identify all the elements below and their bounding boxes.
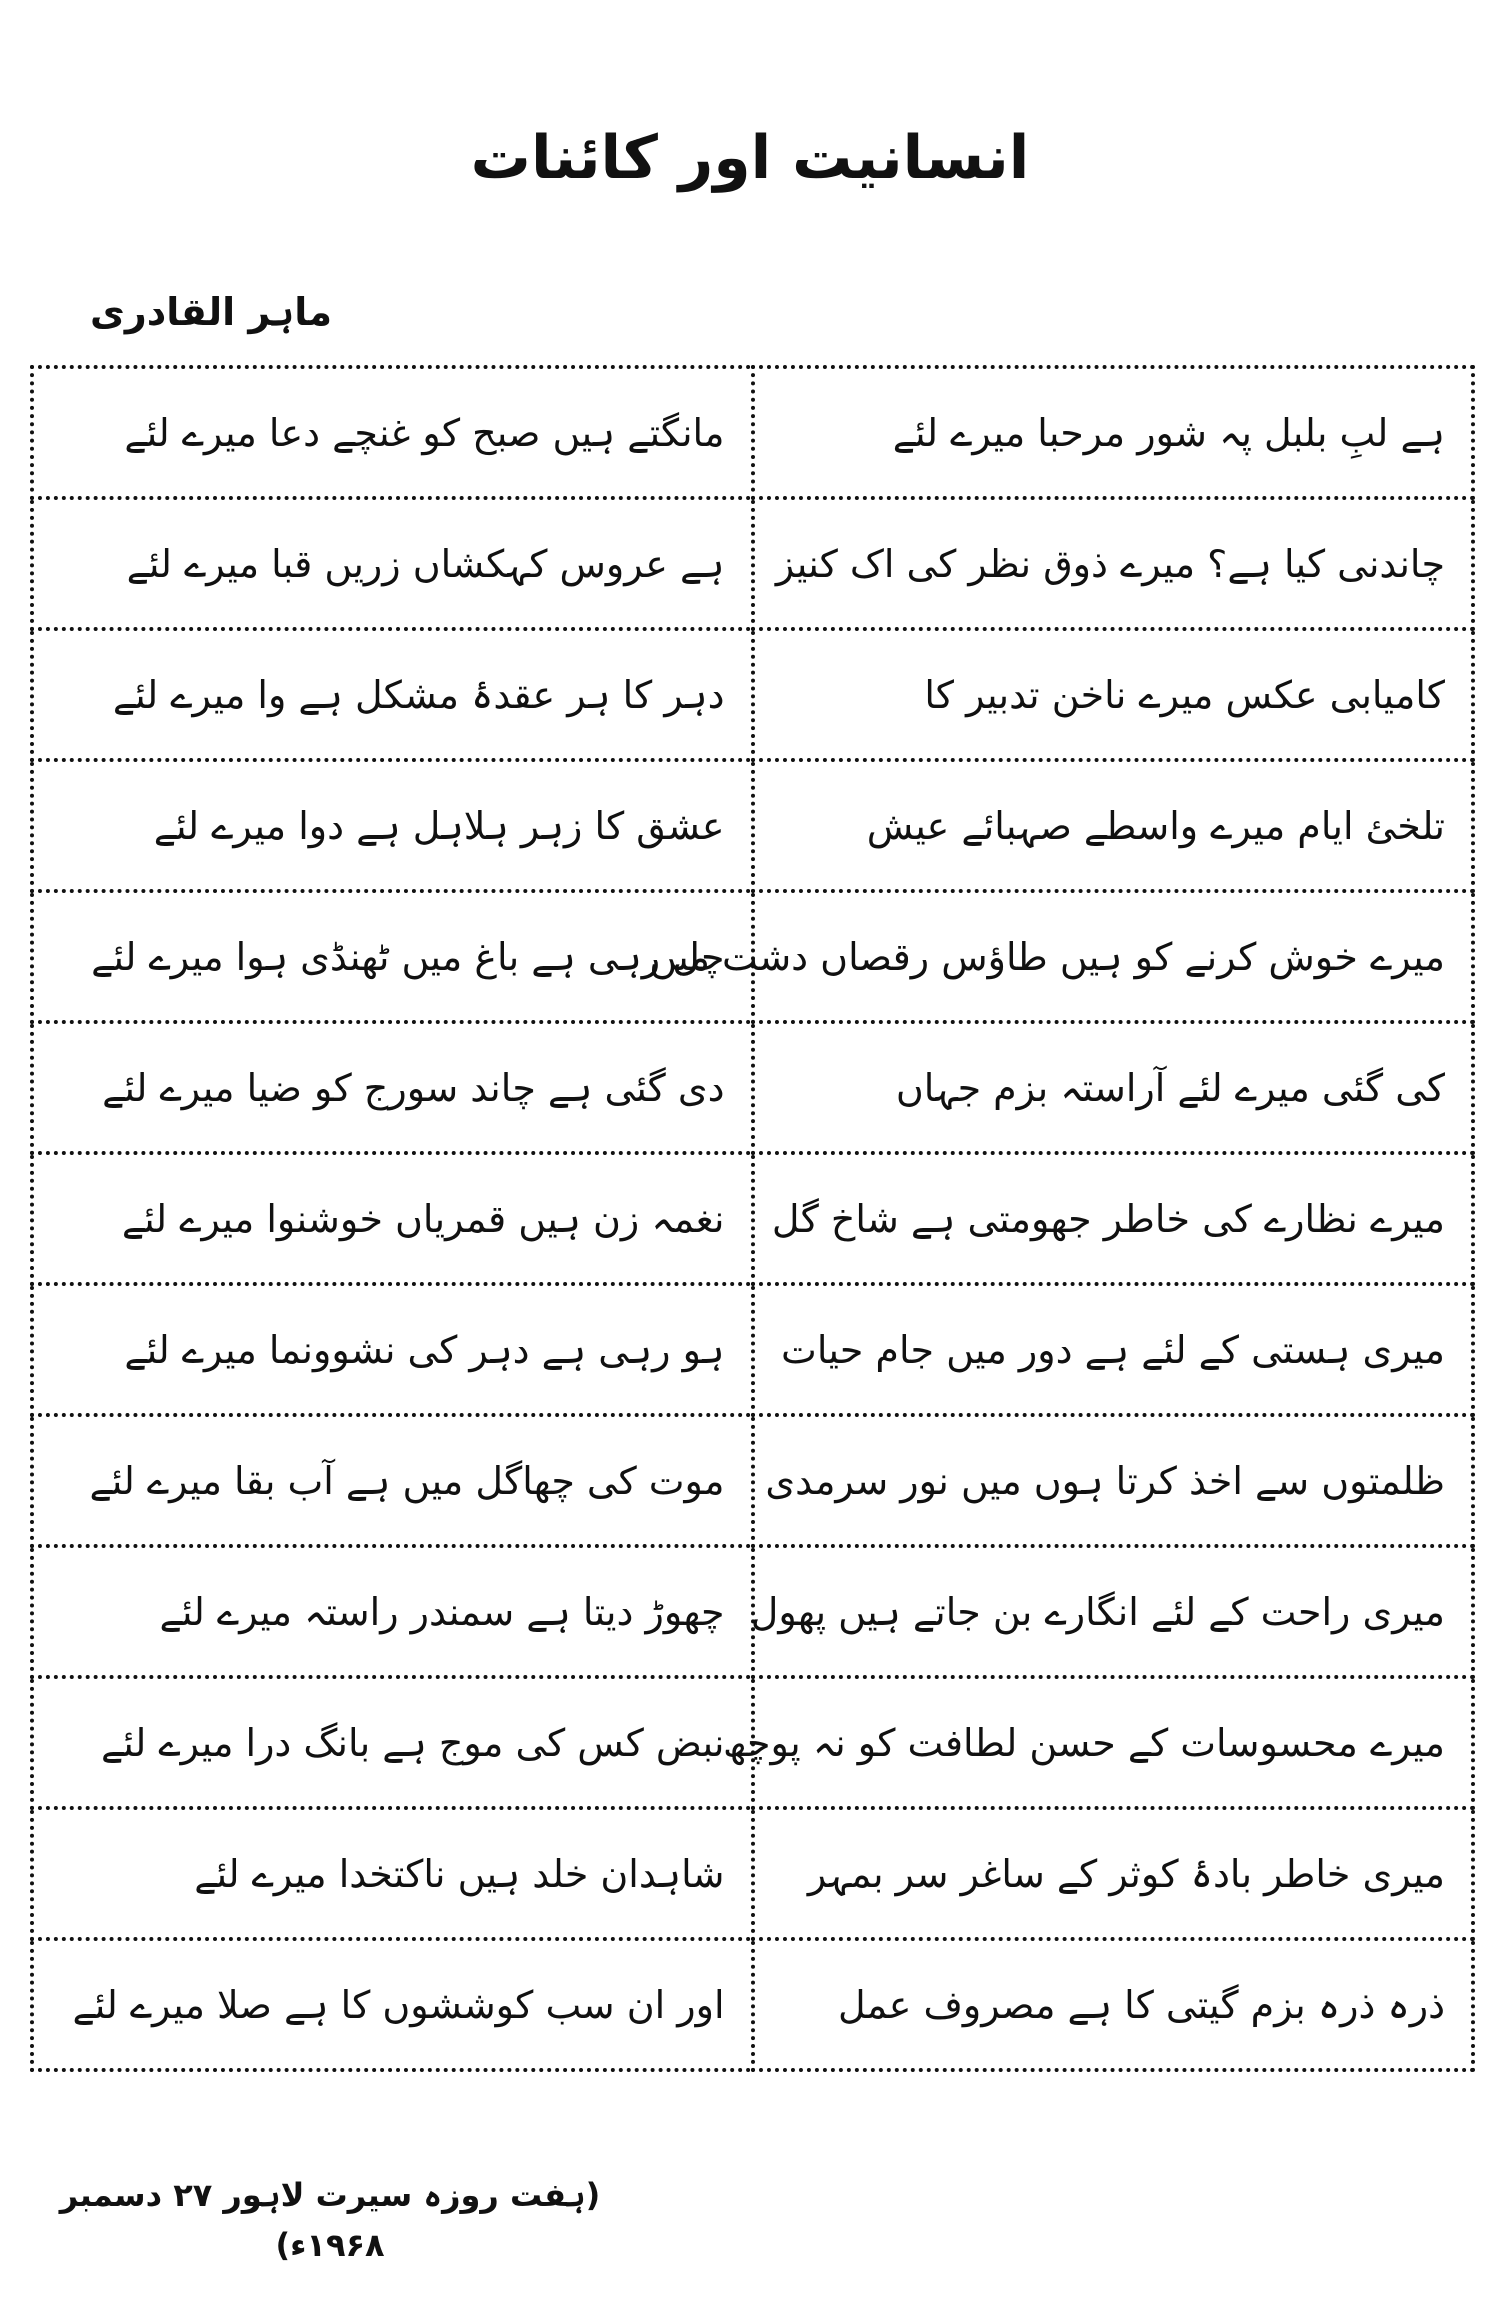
couplet-row (32, 1939, 1473, 2070)
couplet-first-line: میری راحت کے لئے انگارے بن جاتے ہیں پھول (753, 1546, 1474, 1677)
couplet-second-line: شاہدان خلد ہیں ناکتخدا میرے لئے (32, 1808, 753, 1939)
couplet-first-line: میرے نظارے کی خاطر جھومتی ہے شاخ گل (753, 1153, 1474, 1284)
couplet-first-line: میری ہستی کے لئے ہے دور میں جام حیات (753, 1284, 1474, 1415)
couplet-row (32, 891, 1473, 1022)
couplet-second-line: نبض کس کی موج ہے بانگ درا میرے لئے (32, 1677, 753, 1808)
couplet-row (32, 367, 1473, 498)
couplet-second-line: مانگتے ہیں صبح کو غنچے دعا میرے لئے (32, 367, 753, 498)
couplet-first-line: میرے خوش کرنے کو ہیں طاؤس رقصاں دشت میں (753, 891, 1474, 1022)
couplet-row (32, 1284, 1473, 1415)
couplet-row (32, 1022, 1473, 1153)
couplet-second-line: چل رہی ہے باغ میں ٹھنڈی ہوا میرے لئے (32, 891, 753, 1022)
couplet-first-line: میری خاطر بادۂ کوثر کے ساغر سر بمہر (753, 1808, 1474, 1939)
couplet-first-line: تلخئ ایام میرے واسطے صہبائے عیش (753, 760, 1474, 891)
couplet-row (32, 1546, 1473, 1677)
couplet-row (32, 1677, 1473, 1808)
couplet-first-line: ذرہ ذرہ بزم گیتی کا ہے مصروف عمل (753, 1939, 1474, 2070)
couplet-second-line: نغمہ زن ہیں قمریاں خوشنوا میرے لئے (32, 1153, 753, 1284)
couplet-row (32, 1153, 1473, 1284)
couplet-second-line: چھوڑ دیتا ہے سمندر راستہ میرے لئے (32, 1546, 753, 1677)
couplet-second-line: اور ان سب کوششوں کا ہے صلا میرے لئے (32, 1939, 753, 2070)
source-citation: (ہفت روزہ سیرت لاہور ۲۷ دسمبر ۱۹۶۸ء) (59, 2176, 601, 2264)
couplet-second-line: ہو رہی ہے دہر کی نشوونما میرے لئے (32, 1284, 753, 1415)
couplet-second-line: عشق کا زہر ہلاہل ہے دوا میرے لئے (32, 760, 753, 891)
couplet-row (32, 1808, 1473, 1939)
couplet-first-line: کامیابی عکس میرے ناخن تدبیر کا (753, 629, 1474, 760)
couplet-first-line: میرے محسوسات کے حسن لطافت کو نہ پوچھ (753, 1677, 1474, 1808)
couplet-row (32, 498, 1473, 629)
couplet-row (32, 760, 1473, 891)
couplet-second-line: ہے عروس کہکشاں زریں قبا میرے لئے (32, 498, 753, 629)
poem-title: انسانیت اور کائنات (470, 123, 1030, 193)
couplet-second-line: دہر کا ہر عقدۂ مشکل ہے وا میرے لئے (32, 629, 753, 760)
couplet-row (32, 1415, 1473, 1546)
poet-name: ماہر القادری (90, 290, 333, 334)
couplet-first-line: چاندنی کیا ہے؟ میرے ذوق نظر کی اک کنیز (753, 498, 1474, 629)
poem-body (32, 367, 1473, 2070)
couplet-first-line: ظلمتوں سے اخذ کرتا ہوں میں نور سرمدی (753, 1415, 1474, 1546)
couplet-second-line: دی گئی ہے چاند سورج کو ضیا میرے لئے (32, 1022, 753, 1153)
poem-table (30, 365, 1475, 2072)
couplet-row (32, 629, 1473, 760)
couplet-first-line: ہے لبِ بلبل پہ شور مرحبا میرے لئے (753, 367, 1474, 498)
couplet-first-line: کی گئی میرے لئے آراستہ بزم جہاں (753, 1022, 1474, 1153)
couplet-second-line: موت کی چھاگل میں ہے آب بقا میرے لئے (32, 1415, 753, 1546)
